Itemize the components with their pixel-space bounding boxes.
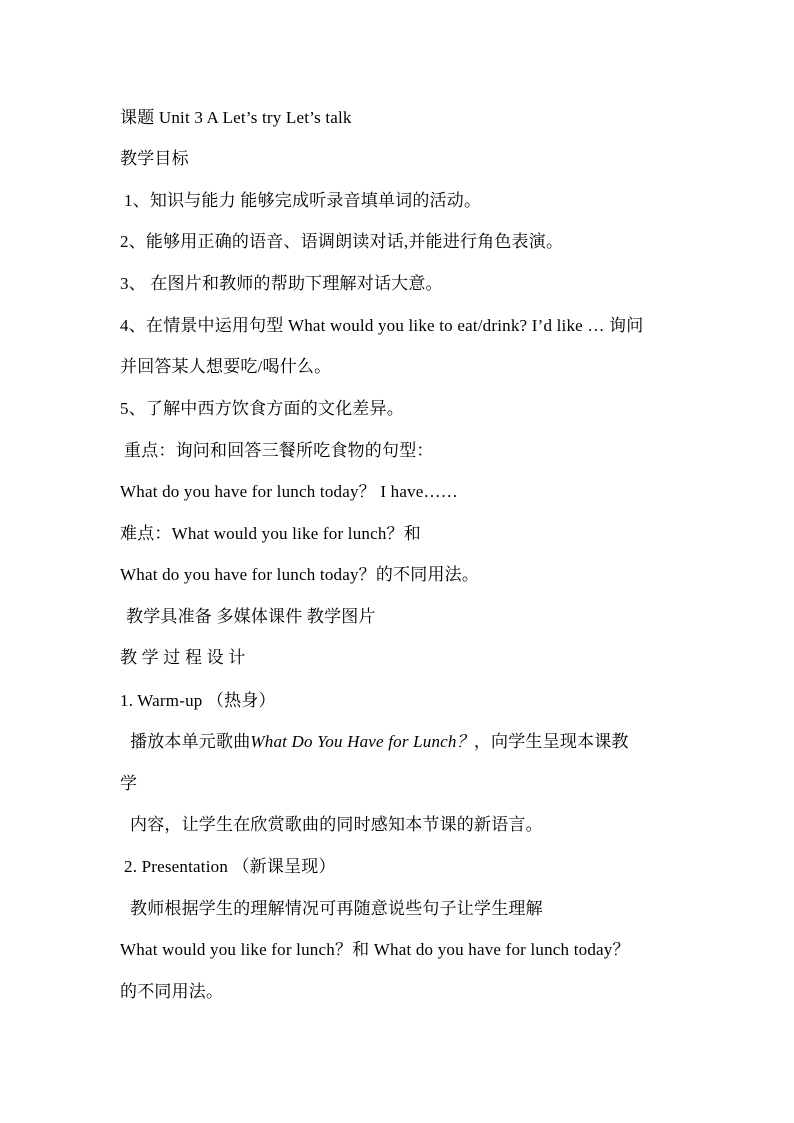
warmup-text-suffix: ，向学生呈现本课教: [473, 732, 629, 751]
warmup-heading: 1. Warm-up （热身）: [120, 691, 276, 710]
objective-3: 3、 在图片和教师的帮助下理解对话大意。: [120, 274, 443, 293]
process-heading: 教 学 过 程 设 计: [120, 648, 246, 667]
objective-4: 4、在情景中运用句型 What would you like to eat/drink? I’d like … 询问: [120, 316, 644, 335]
key-point-example: What do you have for lunch today？ I have……: [120, 482, 458, 501]
presentation-heading: 2. Presentation （新课呈现）: [124, 857, 336, 876]
difficulty-line-2: What do you have for lunch today？的不同用法。: [120, 565, 480, 584]
difficulty-line: 难点：What would you like for lunch？和: [120, 524, 421, 543]
objective-2: 2、能够用正确的语音、语调朗读对话,并能进行角色表演。: [120, 232, 564, 251]
objectives-heading: 教学目标: [120, 149, 189, 168]
lesson-title: 课题 Unit 3 A Let’s try Let’s talk: [120, 108, 352, 127]
objective-5: 5、了解中西方饮食方面的文化差异。: [120, 399, 404, 418]
warmup-text-line-1: [130, 730, 629, 754]
presentation-text-line-3: 的不同用法。: [120, 982, 224, 1001]
warmup-text-prefix: 播放本单元歌曲: [130, 732, 251, 751]
teaching-tools-line: 教学具准备 多媒体课件 教学图片: [126, 607, 376, 626]
key-point-line: 重点：询问和回答三餐所吃食物的句型：: [124, 441, 434, 460]
warmup-text-line-2: 内容，让学生在欣赏歌曲的同时感知本节课的新语言。: [130, 815, 543, 834]
objective-4-continued: 并回答某人想要吃/喝什么。: [120, 357, 332, 376]
song-title: What Do You Have for Lunch？: [250, 732, 474, 751]
warmup-text-wrap: 学: [120, 774, 138, 793]
presentation-text-line-2: What would you like for lunch？和 What do you have for lunch today？: [120, 940, 630, 959]
objective-1: 1、知识与能力 能够完成听录音填单词的活动。: [124, 191, 482, 210]
presentation-text-line-1: 教师根据学生的理解情况可再随意说些句子让学生理解: [130, 899, 543, 918]
